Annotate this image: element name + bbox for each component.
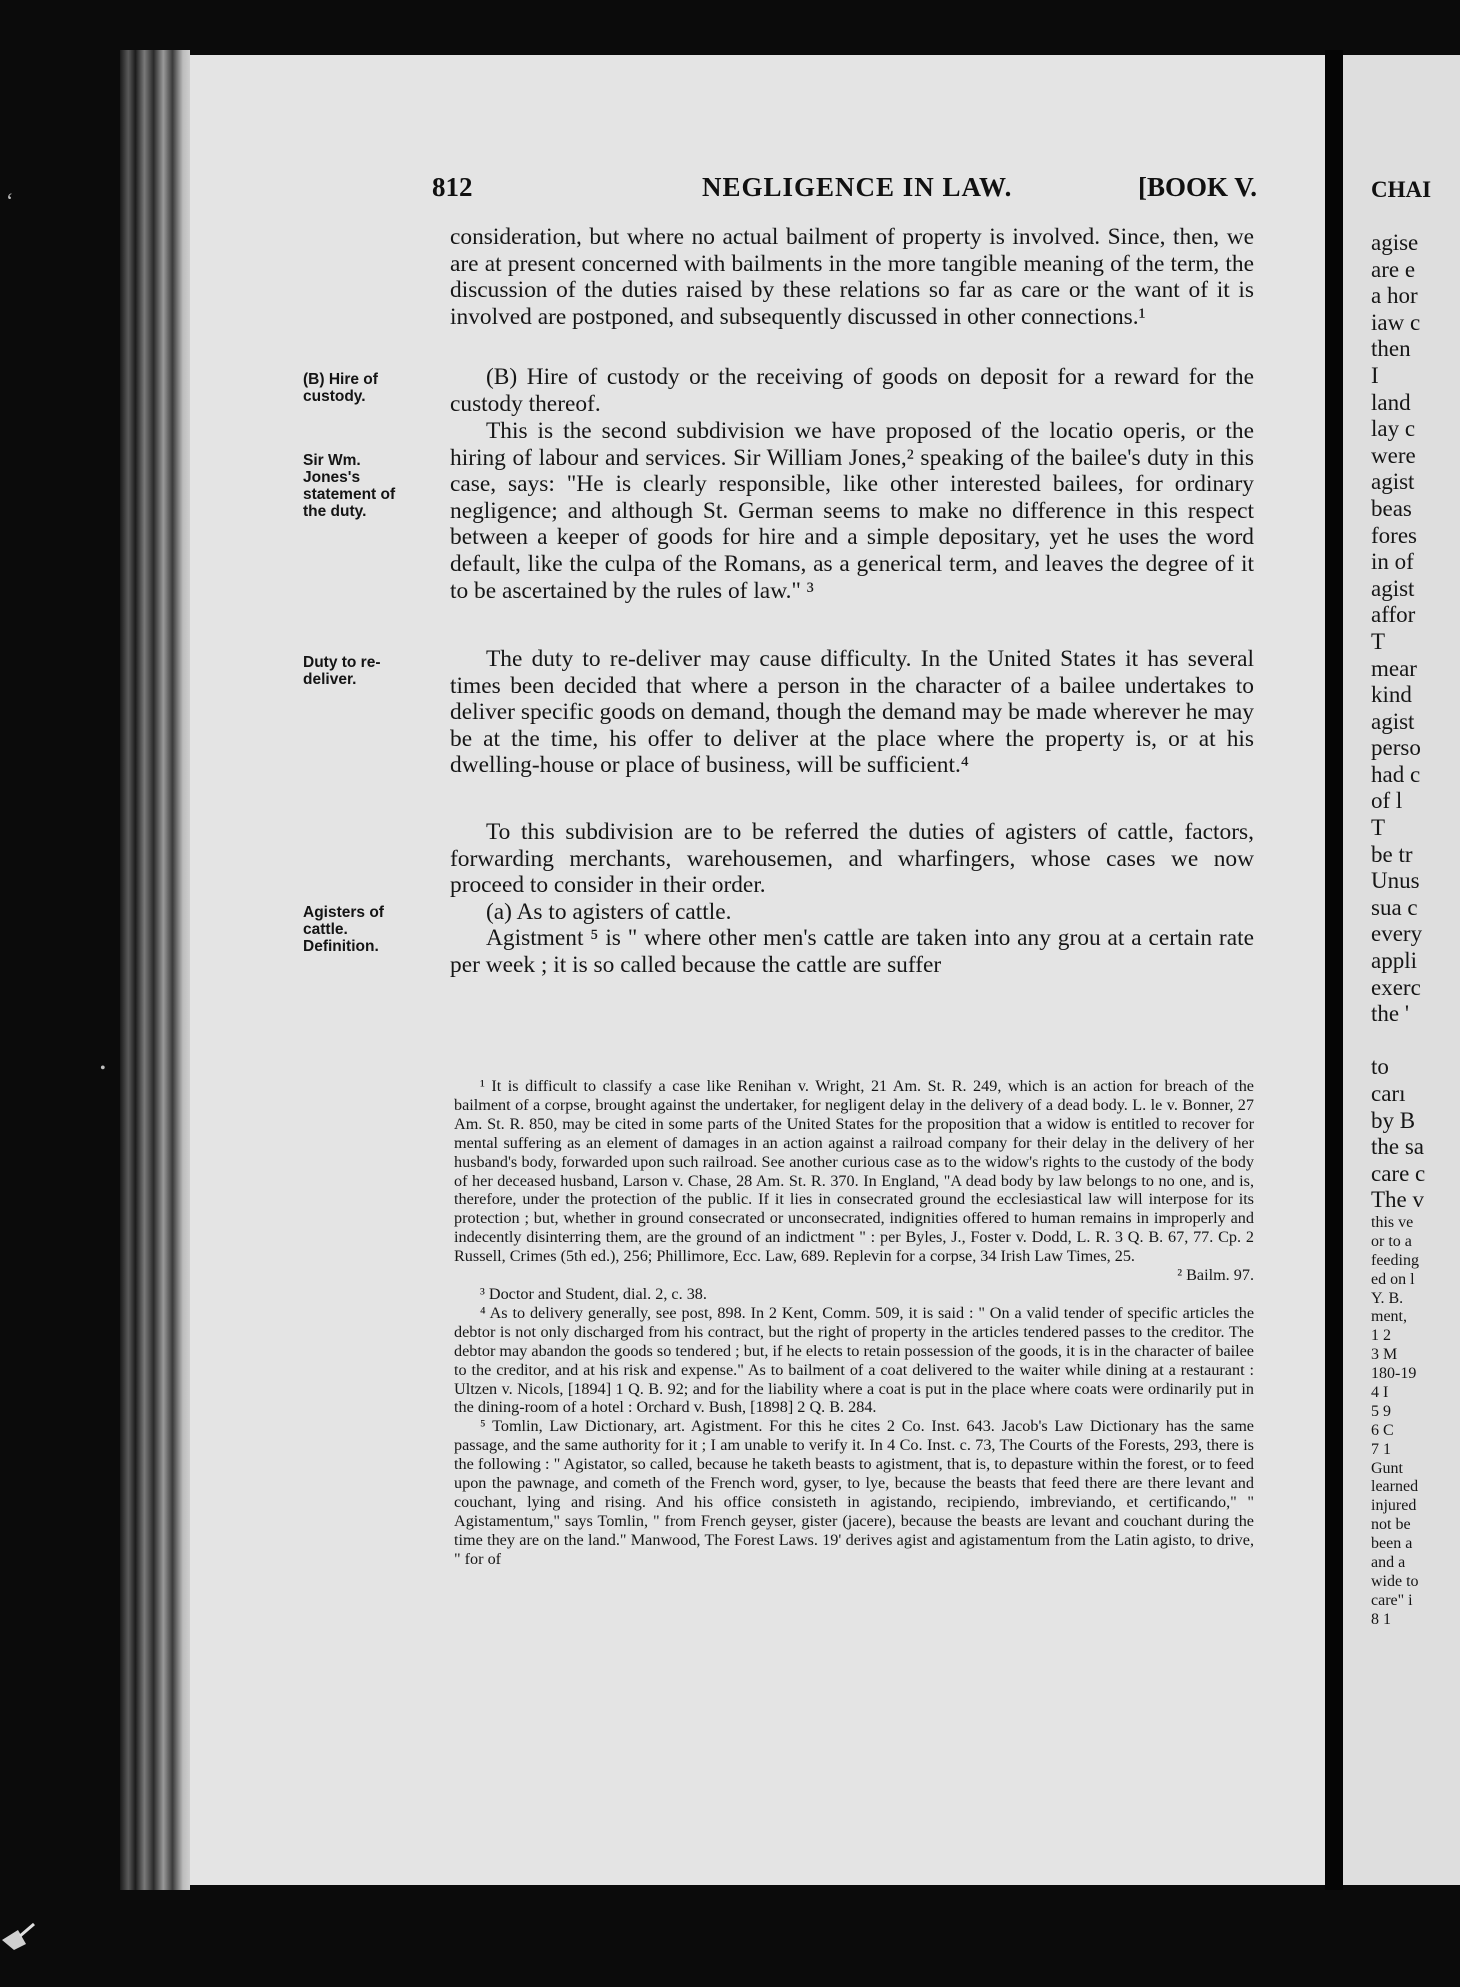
paragraph-agistment: Agistment ⁵ is " where other men's cattle are taken into any grou at a certain rate per week ; it is so called because the cattle are suffer [450,925,1254,978]
right-line: agist [1371,575,1415,601]
right-line: T [1371,815,1386,841]
right-page-text [1371,230,1460,1630]
right-line: fores [1371,522,1417,548]
page-gutter [1325,50,1343,1890]
footnote-2: ² Bailm. 97. [1177,1266,1254,1285]
right-line: the ' [1371,1001,1409,1027]
paragraph-agisters-heading: (a) As to agisters of cattle. [486,899,732,925]
margin-note-duty-redeliver: Duty to re-deliver. [303,654,381,688]
right-footnote-line: 1 2 [1371,1327,1391,1345]
right-line: a hor [1371,283,1418,309]
right-footnote-line: care" i [1371,1591,1413,1609]
right-line: Unus [1371,868,1420,894]
right-line [1371,1028,1460,1055]
right-line: be tr [1371,841,1413,867]
right-line: agist [1371,708,1415,734]
right-line: are e [1371,256,1416,282]
right-footnote-line: Y. B. [1371,1289,1404,1307]
paragraph-redeliver: The duty to re-deliver may cause difficulty. In the United States it has several times been decided that where a person in the character of a bailee undertakes to deliver specific goods on demand, though the demand may be made wherever he may be at the time, his offer to deliver at the place where the property is, or at his dwelling-house or place of business, will be sufficient.⁴ [450,646,1254,779]
right-line: agise [1371,230,1419,255]
right-page [1343,55,1460,1885]
page-header [432,172,1257,212]
right-page-header: CHAI [1371,177,1432,202]
right-line: exerc [1371,974,1421,1000]
right-line: then [1371,336,1411,362]
right-line: appli [1371,948,1417,974]
scan-speck-mark: ‘ [6,188,14,213]
paragraph-consideration: consideration, but where no actual bailment of property is involved. Since, then, we are at present concerned with bailments in the more tangible meaning of the term, the discussion of the duties raised by these relations so far as care or the want of it is involved are postponed, and subsequently discussed in other connections.¹ [450,224,1254,330]
margin-note-agisters: Agisters of cattle. Definition. [303,904,384,955]
right-line: sua c [1371,894,1418,920]
right-line: land [1371,389,1411,415]
footnote-1: ¹ It is difficult to classify a case like Renihan v. Wright, 21 Am. St. R. 249, which is an action for breach of the bailment of a corpse, brought against the undertaker, for negligent delay in the delivery of a dead body. L. le v. Bonner, 27 Am. St. R. 850, may be cited in some parts of the United States for the proposition that a widow is entitled to recover for mental suffering as an element of damages in an action against a railroad company for their delay in the delivery of her husband's body, forwarded upon such railroad. See another curious case as to the widow's rights to the custody of the body of her deceased husband, Larson v. Chase, 28 Am. St. R. 370. In England, "A dead body by law belongs to no one, and is, therefore, under the protection of the public. If it lies in consecrated ground the ecclesiastical law will interpose for its protection ; but, whether in ground consecrated or unconsecrated, indignities offered to human remains in improperly and indecently disinterring them, are the ground of an indictment " : per Byles, J., Foster v. Dodd, L. R. 3 Q. B. 67, 77. Cp. 2 Russell, Crimes (5th ed.), 256; Phillimore, Ecc. Law, 689. Replevin for a corpse, 34 Irish Law Times, 25. [454,1077,1254,1266]
right-footnote-line: and a [1371,1554,1406,1571]
margin-note-jones-statement: Sir Wm. Jones's statement of the duty. [303,452,396,520]
right-line: in of [1371,549,1414,575]
right-footnote-line: not be [1371,1516,1411,1534]
right-line: carı [1371,1081,1406,1106]
right-line: T [1371,628,1386,654]
right-line: affor [1371,602,1416,628]
right-line: were [1371,442,1416,468]
footnote-5: ⁵ Tomlin, Law Dictionary, art. Agistment. For this he cites 2 Co. Inst. 643. Jacob's Law Dictionary has the same passage, and the same authority for it ; I am unable to verify it. In 4 Co. Inst. c. 73, The Courts of the Forests, 293, there is the following : " Agistator, so called, because he taketh beasts to agistment, that is, to depasture within the forest, or to feed upon the pawnage, and cometh of the French word, gyser, to lye, because the beasts that feed there are there levant and couchant, lying and rising. And his office consisteth in agistando, recipiendo, imbreviando, et certificando," " Agistamentum," says Tomlin, " from French geyser, gister (jacere), because the beasts are levant and couchant during the time they are on the land." Manwood, The Forest Laws. 19' derives agist and agistamentum from the Latin agisto, to drive, " for of [454,1417,1254,1568]
right-footnote-line: ed on l [1371,1270,1415,1288]
right-line: iaw c [1371,309,1421,335]
scan-speck-mark: • [100,1060,106,1077]
right-line: of l [1371,788,1403,814]
right-footnote-line: 8 1 [1371,1610,1391,1628]
footnote-4: ⁴ As to delivery generally, see post, 898. In 2 Kent, Comm. 509, it is said : " On a valid tender of specific articles the debtor is not only discharged from his contract, but the right of property in the articles tendered passes to the creditor. The debtor may abandon the goods so tendered ; but, if he elects to retain possession of the goods, it is in the character of bailee to the creditor, and at his risk and expense." As to bailment of a coat delivered to the waiter while dining at a restaurant : Ultzen v. Nicols, [1894] 1 Q. B. 92; and for the liability where a coat is put in the place where coats were ordinarily put in the dining-room of a hotel : Orchard v. Bush, [1898] 2 Q. B. 284. [454,1303,1254,1417]
running-title: NEGLIGENCE IN LAW. [702,172,1013,202]
right-footnote-line: Gunt [1371,1459,1403,1477]
right-line: kind [1371,682,1412,708]
right-line: mear [1371,655,1417,681]
right-line: had c [1371,761,1421,787]
right-line: beas [1371,495,1412,521]
right-line: agist [1371,469,1415,495]
right-footnote-line: wide to [1371,1572,1419,1590]
right-line: lay c [1371,416,1416,442]
right-line: the sa [1371,1134,1425,1160]
right-footnote-line: 3 M [1371,1346,1398,1364]
right-footnote-line: this ve [1371,1213,1414,1231]
margin-note-hire-of-custody: (B) Hire of custody. [303,371,378,405]
right-footnote-line: injured [1371,1497,1417,1515]
right-footnote-line: 5 9 [1371,1402,1391,1420]
right-footnote-line: 6 C [1371,1421,1394,1439]
page-number: 812 [432,172,473,202]
footnotes [454,1077,1254,1569]
paragraph-subdivision: To this subdivision are to be referred the duties of agisters of cattle, factors, forwarding merchants, warehousemen, and wharfingers, whose cases we now proceed to consider in their order. [450,819,1254,899]
right-footnote-line: been a [1371,1535,1413,1553]
book-label: [BOOK V. [1137,172,1257,202]
right-line: The v [1371,1187,1425,1213]
scan-artifact-icon [0,1900,60,1960]
right-line: by B [1371,1107,1416,1133]
right-footnote-line: feeding [1371,1251,1419,1269]
right-footnote-line: ment, [1371,1308,1407,1326]
footnote-3: ³ Doctor and Student, dial. 2, c. 38. [480,1284,707,1303]
right-footnote-line: learned [1371,1478,1419,1496]
right-footnote-line: or to a [1371,1232,1412,1250]
paragraph-hire-of-custody: (B) Hire of custody or the receiving of goods on deposit for a reward for the custody thereof. [450,364,1254,417]
right-line: I [1371,362,1379,388]
right-line: every [1371,921,1423,947]
paragraph-jones: This is the second subdivision we have proposed of the locatio operis, or the hiring of labour and services. Sir William Jones,² speaking of the bailee's duty in this case, says: "He is clearly responsible, like other interested bailees, for ordinary negligence; and although St. German seems to make no difference in this respect between a keeper of goods for hire and a simple depositary, yet he uses the word default, like the culpa of the Romans, as a generical term, and leaves the degree of it to be ascertained by the rules of law." ³ [450,418,1254,604]
right-line: care c [1371,1160,1426,1186]
right-line: to [1371,1054,1389,1080]
right-footnote-line: 7 1 [1371,1440,1391,1458]
right-footnote-line: 180-19 [1371,1365,1417,1383]
book-binding [120,50,190,1890]
right-footnote-line: 4 I [1371,1383,1389,1401]
right-line: perso [1371,735,1421,761]
